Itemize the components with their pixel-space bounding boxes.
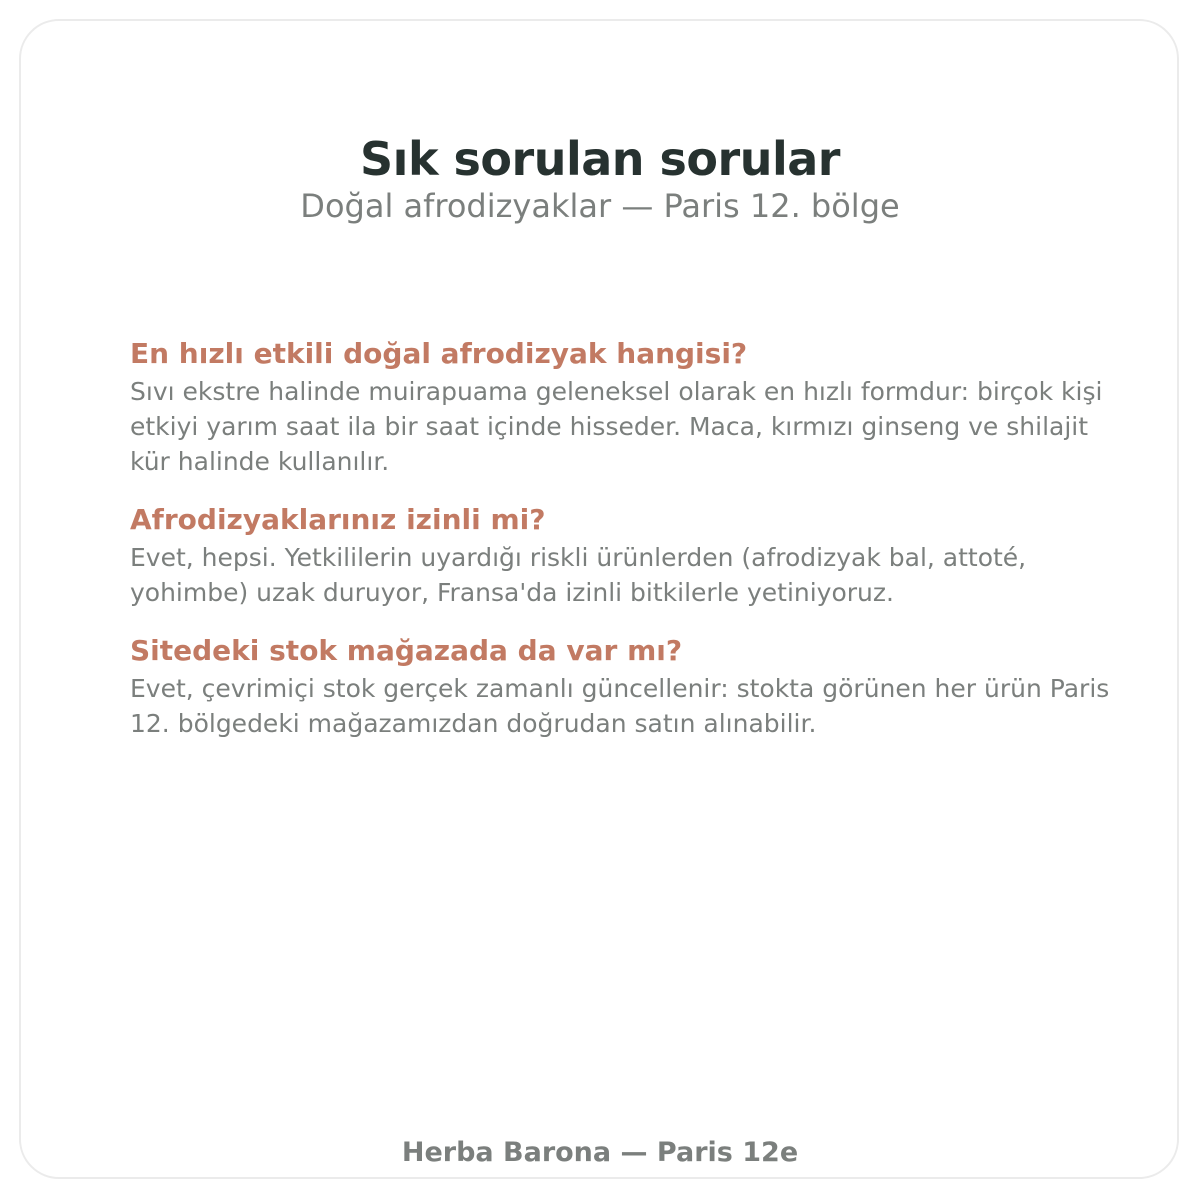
page-title: Sık sorulan sorular [360, 131, 840, 186]
page-subtitle: Doğal afrodizyaklar — Paris 12. bölge [300, 187, 900, 225]
faq-list [130, 334, 1120, 762]
footer-brand: Herba Barona — Paris 12e [401, 1137, 799, 1168]
faq-answer: Evet, çevrimiçi stok gerçek zamanlı güncellenir: stokta görünen her ürün Paris 12. bölgedeki mağazamızdan doğrudan satın alınabilir. [130, 674, 1110, 738]
faq-question: Sitedeki stok mağazada da var mı? [130, 634, 683, 667]
faq-item [130, 631, 1120, 741]
faq-question: En hızlı etkili doğal afrodizyak hangisi? [130, 337, 748, 370]
faq-question: Afrodizyaklarınız izinli mi? [130, 503, 546, 536]
faq-item [130, 500, 1120, 610]
faq-answer: Evet, hepsi. Yetkililerin uyardığı riskli ürünlerden (afrodizyak bal, attoté, yohimbe) uzak duruyor, Fransa'da izinli bitkilerle yetiniyoruz. [130, 543, 1027, 607]
faq-answer: Sıvı ekstre halinde muirapuama geleneksel olarak en hızlı formdur: birçok kişi etkiyi yarım saat ila bir saat içinde hisseder. Maca, kırmızı ginseng ve shilajit kür halinde kullanılır. [130, 377, 1103, 476]
faq-item [130, 334, 1120, 479]
